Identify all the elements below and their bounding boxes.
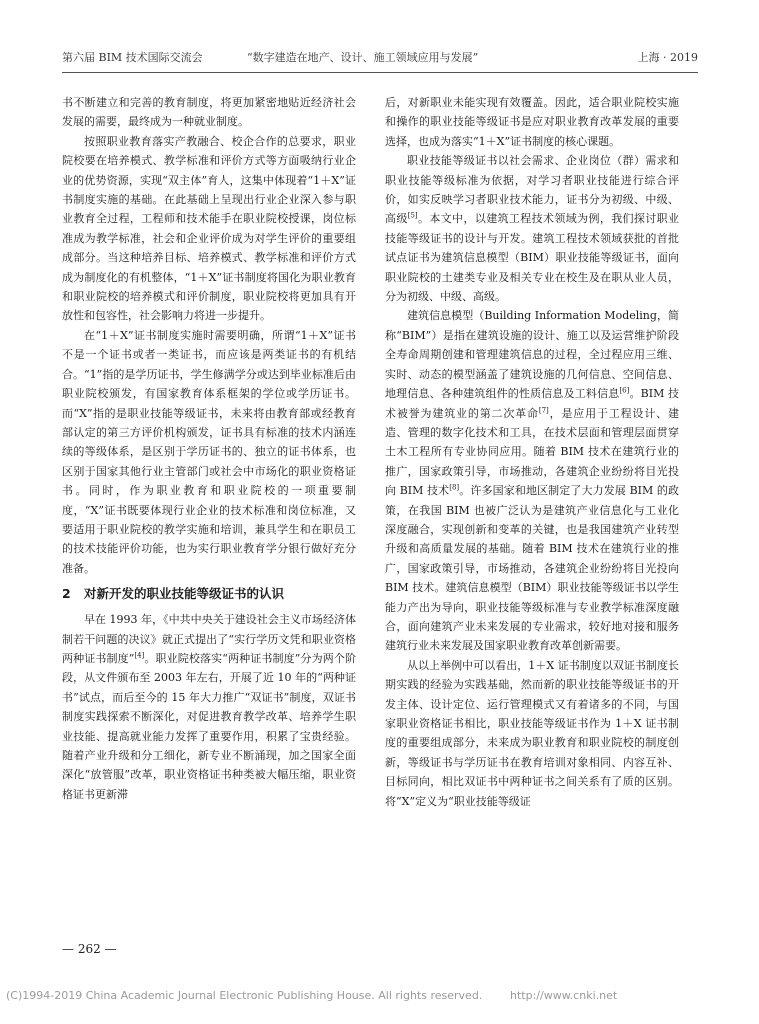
citation-ref: [8] [449, 483, 460, 492]
paragraph-text: 。BIM 技术被誉为建筑业的第二次革命 [385, 387, 679, 420]
paragraph-text: 早在 1993 年，《中共中央关于建设社会主义市场经济体制若干问题的决议》就正式提出了“实行学历文凭和职业资格两种证书制度” [62, 613, 356, 665]
paragraph: 书不断建立和完善的教育制度，将更加紧密地贴近经济社会发展的需要，最终成为一种就业制度。 [62, 96, 356, 129]
header-title: “数字建造在地产、设计、施工领域应用与发展” [247, 51, 479, 64]
footer-url[interactable]: http://www.cnki.net [510, 989, 618, 1002]
left-column [62, 93, 356, 804]
paragraph [385, 151, 679, 306]
header-rule [62, 72, 698, 73]
section-title: 对新开发的职业技能等级证书的认识 [84, 586, 285, 602]
paragraph-text: 建筑信息模型（Building Information Modeling，简称“BIM”）是指在建筑设施的设计、施工以及运营维护阶段全寿命周期创建和管理建筑信息的过程，全过程应用三维、实时、动态的模型涵盖了建筑设施的几何信息、空间信息、地理信息、各种建筑组件的性质信息及工料信息 [385, 309, 679, 401]
citation-ref: [6] [619, 386, 630, 395]
footer-copyright: (C)1994-2019 China Academic Journal Electronic Publishing House. All rights reserved. [6, 989, 483, 1002]
paragraph: 从以上举例中可以看出，1＋X 证书制度以双证书制度长期实践的经验为实践基础，然而新的职业技能等级证书的开发主体、设计定位、运行管理模式又有着诸多的不同，与国家职业资格证书相比，职业技能等级证书作为 1＋X 证书制度的重要组成部分，未来成为职业教育和职业院校的制度创新，等级证书与学历证书在教育培训对象相同、内容互补、目标同向，相比双证书中两种证书之间关系有了质的区别。将“X”定义为“职业技能等级证 [385, 658, 679, 808]
paragraph-text: 。职业院校落实“两种证书制度”分为两个阶段，从文件颁布至 2003 年左右，开展了近 10 年的“两种证书”试点，而后至今的 15 年大力推广“双证书”制度，双证书制度实践探索不断深化，对促进教育教学改革、培养学生职业技能、提高就业能力发挥了重要作用，积累了宝贵经验。随着产业升级和分工细化，新专业不断涌现，加之国家全面深化“放管服”改革，职业资格证书种类被大幅压缩，职业资格证书更新滞 [62, 651, 357, 801]
paragraph [62, 610, 356, 804]
paragraph-text: 职业技能等级证书以社会需求、企业岗位（群）需求和职业技能等级标准为依据，对学习者职业技能进行综合评价，如实反映学习者职业技术能力，证书分为初级、中级、高级 [385, 154, 679, 226]
paragraph: 按照职业教育落实产教融合、校企合作的总要求，职业院校要在培养模式、教学标准和评价方式等方面吸纳行业企业的优势资源，实现“双主体”育人，这集中体现着“1＋X”证书制度实施的基础。在此基础上呈现出行业企业深入参与职业教育全过程，工程师和技术能手在职业院校授课，岗位标准成为教学标准，社会和企业评价成为对学生评价的重要组成部分。当这种培养目标、培养模式、教学标准和评价方式成为制度化的有机整体，“1＋X”证书制度将国化为职业教育和职业院校的培养模式和评价制度，职业院校将更加具有开放性和包容性，社会影响力将进一步提升。 [62, 134, 356, 323]
paragraph-text: 。许多国家和地区制定了大力发展 BIM 的政策，在我国 BIM 也被广泛认为是建筑产业信息化与工业化深度融合，实现创新和变革的关键，也是我国建筑产业转型升级和高质量发展的基础。随着 BIM 技术在建筑行业的推广，国家政策引导，市场推动，各建筑企业纷纷将目光投向 BIM 技术。建筑信息模型（BIM）职业技能等级证书以学生能力产出为导向，职业技能等级标准与专业教学标准深度融合，面向建筑产业未来发展的专业需求，较好地对接和服务建筑行业未来发展及国家职业教育改革创新需要。 [385, 484, 679, 653]
paragraph: 在“1＋X”证书制度实施时需要明确，所谓“1＋X”证书不是一个证书或者一类证书，而应该是两类证书的有机结合。“1”指的是学历证书，学生修满学分或达到毕业标准后由职业院校颁发，有国家教育体系框架的学位或学历证书。而“X”指的是职业技能等级证书，未来将由教育部或经教育部认定的第三方评价机构颁发，证书具有标准的技术内涵连续的等级体系，是区别于学历证书的、独立的证书体系，也区别于国家其他行业主管部门或社会中市场化的职业资格证书。同时，作为职业教育和职业院校的一项重要制度，“X”证书既要体现行业企业的技术标准和岗位标准，又要适用于职业院校的教学实施和培训，兼具学生和在职员工的技术技能评价功能，也为实行职业教育学分银行做好充分准备。 [62, 328, 356, 575]
paragraph-text: 。本文中，以建筑工程技术领域为例，我们探讨职业技能等级证书的设计与开发。建筑工程技术领域获批的首批试点证书为建筑信息模型（BIM）职业技能等级证书，面向职业院校的土建类专业及相关专业在校生及在职从业人员，分为初级、中级、高级。 [385, 212, 680, 304]
section-heading [62, 584, 356, 604]
citation-ref: [5] [407, 211, 418, 220]
right-column [385, 93, 679, 811]
paragraph [385, 306, 679, 655]
citation-ref: [4] [134, 651, 145, 660]
page-number: — 262 — [62, 942, 117, 956]
running-header [62, 49, 698, 69]
header-conference: 第六届 BIM 技术国际交流会 [62, 51, 203, 64]
citation-ref: [7] [538, 405, 549, 414]
section-number: 2 [62, 586, 71, 602]
header-location-year: 上海 · 2019 [637, 51, 698, 64]
paragraph-text: ，是应用于工程设计、建造、管理的数字化技术和工具，在技术层面和管理层面贯穿土木工程所有专业协同应用。随着 BIM 技术在建筑行业的推广，国家政策引导，市场推动，各建筑企业纷纷将目光投向 BIM 技术 [385, 406, 679, 498]
paragraph: 后，对新职业未能实现有效覆盖。因此，适合职业院校实施和操作的职业技能等级证书是应对职业教育改革发展的重要选择，也成为落实“1＋X”证书制度的核心课题。 [385, 96, 679, 148]
